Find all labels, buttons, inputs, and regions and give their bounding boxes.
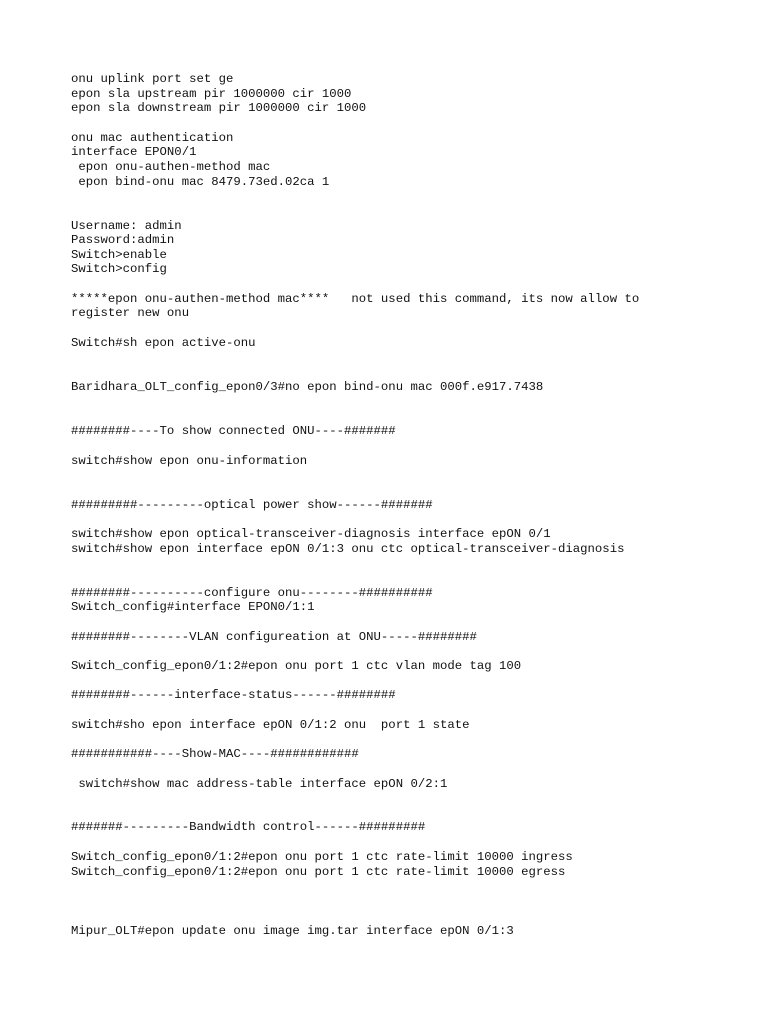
text-line: epon bind-onu mac 8479.73ed.02ca 1 (71, 175, 330, 189)
section-heading: ########----------configure onu--------########## (71, 586, 433, 600)
text-line: Username: admin (71, 219, 182, 233)
text-line: switch#show epon interface epON 0/1:3 onu ctc optical-transceiver-diagnosis (71, 542, 625, 556)
text-line: switch#sho epon interface epON 0/1:2 onu port 1 state (71, 718, 470, 732)
text-line: Mipur_OLT#epon update onu image img.tar interface epON 0/1:3 (71, 924, 514, 938)
text-line: onu uplink port set ge (71, 72, 234, 86)
text-line: onu mac authentication (71, 131, 234, 145)
text-line: Switch_config_epon0/1:2#epon onu port 1 ctc rate-limit 10000 egress (71, 865, 566, 879)
text-line: register new onu (71, 306, 190, 320)
section-heading: ########------interface-status------######## (71, 688, 396, 702)
text-line: switch#show mac address-table interface epON 0/2:1 (71, 777, 448, 791)
section-heading: ########----To show connected ONU----####### (71, 424, 396, 438)
text-line: switch#show epon onu-information (71, 454, 308, 468)
text-line: Switch_config_epon0/1:2#epon onu port 1 ctc vlan mode tag 100 (71, 659, 522, 673)
section-heading: #######---------Bandwidth control------######### (71, 820, 426, 834)
text-line: epon sla upstream pir 1000000 cir 1000 (71, 87, 352, 101)
text-line: Switch>config (71, 262, 167, 276)
text-line: Switch_config_epon0/1:2#epon onu port 1 ctc rate-limit 10000 ingress (71, 850, 573, 864)
section-heading: ###########----Show-MAC----############ (71, 747, 359, 761)
section-heading: ########--------VLAN configureation at ONU-----######## (71, 630, 477, 644)
text-line: switch#show epon optical-transceiver-diagnosis interface epON 0/1 (71, 527, 551, 541)
text-line: Switch>enable (71, 248, 167, 262)
text-line: epon onu-authen-method mac (71, 160, 271, 174)
text-line: Baridhara_OLT_config_epon0/3#no epon bind-onu mac 000f.e917.7438 (71, 380, 544, 394)
text-line: interface EPON0/1 (71, 145, 197, 159)
text-line: *****epon onu-authen-method mac**** not used this command, its now allow to (71, 292, 640, 306)
text-line: epon sla downstream pir 1000000 cir 1000 (71, 101, 367, 115)
text-line: Switch#sh epon active-onu (71, 336, 256, 350)
section-heading: #########---------optical power show------####### (71, 498, 433, 512)
text-line: Switch_config#interface EPON0/1:1 (71, 600, 315, 614)
text-line: Password:admin (71, 233, 175, 247)
